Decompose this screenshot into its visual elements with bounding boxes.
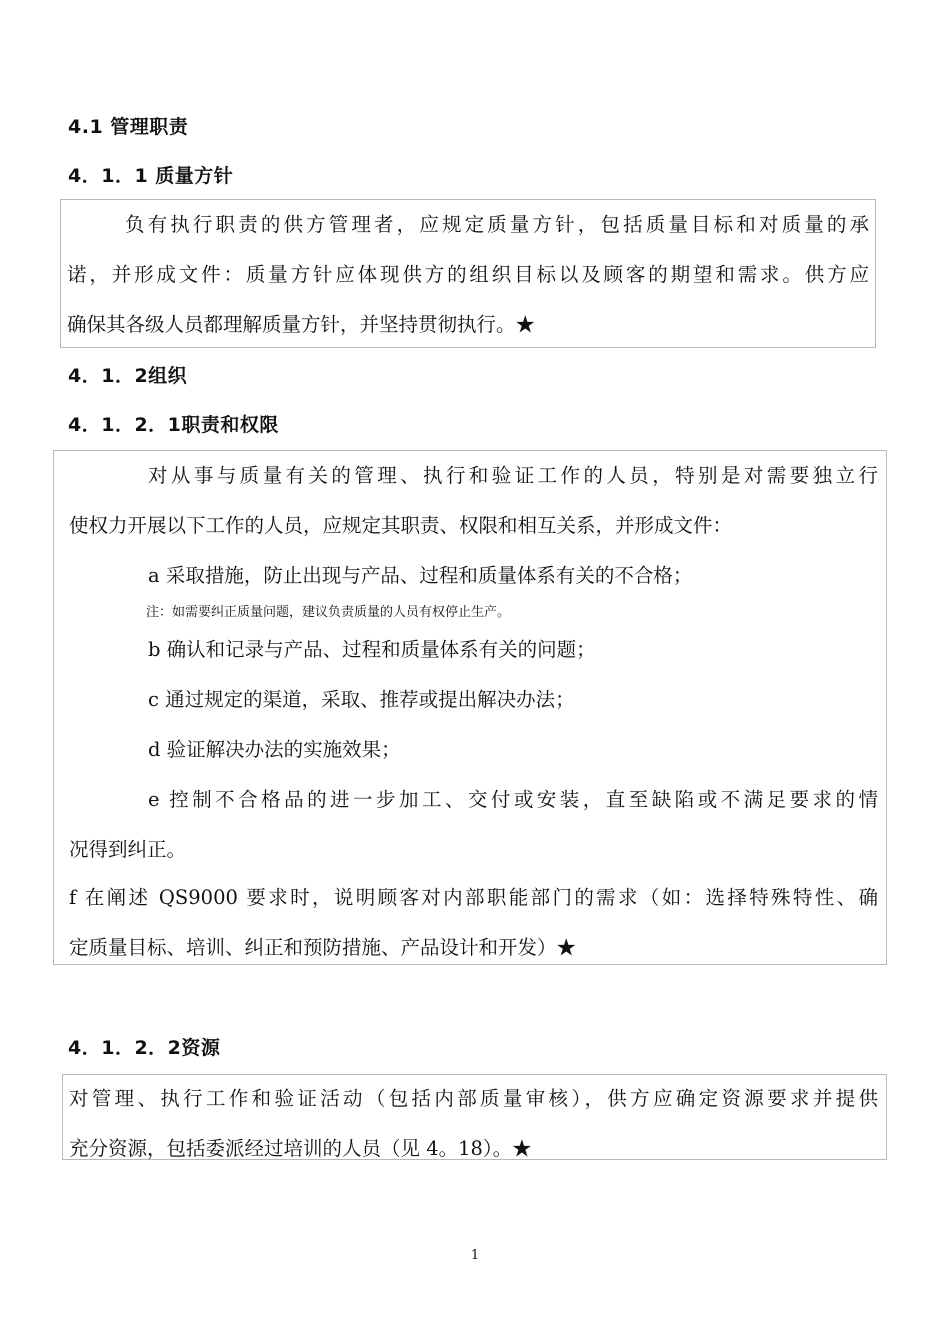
item-e-line-2: 况得到纠正。 [69, 838, 187, 861]
heading-4-1-2-2: 4．1．2．2资源 [68, 1037, 221, 1059]
item-e-line-1: e 控制不合格品的进一步加工、交付或安装，直至缺陷或不满足要求的情 [148, 788, 878, 811]
item-d: d 验证解决办法的实施效果； [148, 738, 401, 761]
resources-line-1: 对管理、执行工作和验证活动（包括内部质量审核），供方应确定资源要求并提供 [69, 1087, 878, 1110]
responsibility-intro-line-1: 对从事与质量有关的管理、执行和验证工作的人员，特别是对需要独立行 [148, 464, 878, 487]
page-number: 1 [470, 1248, 480, 1263]
item-a: a 采取措施，防止出现与产品、过程和质量体系有关的不合格； [148, 564, 693, 587]
heading-4-1-1: 4．1．1 质量方针 [68, 165, 234, 187]
note-text: 注：如需要纠正质量问题，建议负责质量的人员有权停止生产。 [146, 605, 511, 620]
quality-policy-line-3: 确保其各级人员都理解质量方针，并坚持贯彻执行。★ [67, 313, 536, 336]
item-f-line-1: f 在阐述 QS9000 要求时，说明顾客对内部职能部门的需求（如：选择特殊特性、确 [69, 886, 878, 909]
section-heading: 4.1 管理职责 [68, 116, 189, 138]
resources-line-2: 充分资源，包括委派经过培训的人员（见 4。18）。★ [69, 1137, 532, 1160]
responsibility-intro-line-2: 使权力开展以下工作的人员，应规定其职责、权限和相互关系，并形成文件： [69, 514, 733, 537]
item-c: c 通过规定的渠道，采取、推荐或提出解决办法； [148, 688, 575, 711]
heading-4-1-2-1: 4．1．2．1职责和权限 [68, 414, 279, 436]
resources-box [62, 1074, 887, 1160]
quality-policy-line-1: 负有执行职责的供方管理者，应规定质量方针，包括质量目标和对质量的承 [125, 213, 869, 236]
quality-policy-box [60, 199, 876, 348]
item-b: b 确认和记录与产品、过程和质量体系有关的问题； [148, 638, 596, 661]
item-f-line-2: 定质量目标、培训、纠正和预防措施、产品设计和开发）★ [69, 936, 577, 959]
quality-policy-line-2: 诺，并形成文件：质量方针应体现供方的组织目标以及顾客的期望和需求。供方应 [67, 263, 869, 286]
responsibility-box [53, 450, 887, 965]
heading-4-1-2: 4．1．2组织 [68, 365, 188, 387]
